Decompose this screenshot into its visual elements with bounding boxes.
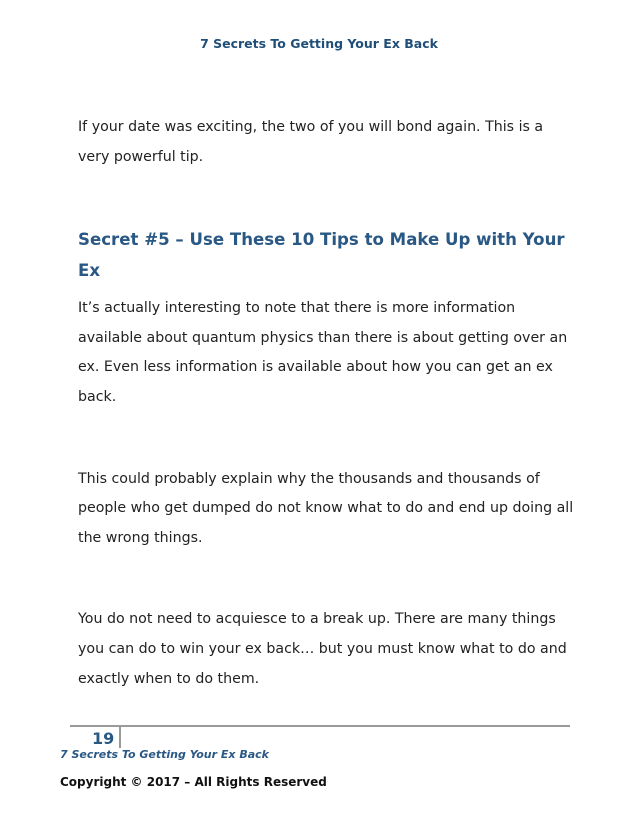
spacer bbox=[78, 172, 578, 224]
running-header: 7 Secrets To Getting Your Ex Back bbox=[200, 36, 438, 51]
paragraph-acquiesce: You do not need to acquiesce to a break up. There are many things you can do to win your ex back… but you must know what to do and exactly when to do them. bbox=[78, 611, 567, 687]
page-content bbox=[78, 113, 578, 694]
spacer bbox=[78, 286, 578, 294]
spacer bbox=[78, 553, 578, 605]
paragraph-quantum-physics: It’s actually interesting to note that there is more information available about quantum physics than there is about getting over an ex. Even less information is available about how you can get an ex back. bbox=[78, 300, 568, 405]
footer-book-title: 7 Secrets To Getting Your Ex Back bbox=[60, 748, 269, 761]
paragraph-date-exciting: If your date was exciting, the two of you will bond again. This is a very powerful tip. bbox=[78, 119, 544, 165]
page-number: 19 bbox=[92, 729, 115, 748]
spacer bbox=[78, 413, 578, 465]
copyright-notice: Copyright © 2017 – All Rights Reserved bbox=[60, 775, 327, 789]
page-number-divider bbox=[119, 726, 121, 748]
paragraph-thousands-dumped: This could probably explain why the thousands and thousands of people who get dumped do not know what to do and end up doing all the wrong things. bbox=[78, 470, 574, 546]
footer-rule bbox=[70, 725, 570, 727]
section-heading: Secret #5 – Use These 10 Tips to Make Up with Your Ex bbox=[78, 230, 565, 281]
